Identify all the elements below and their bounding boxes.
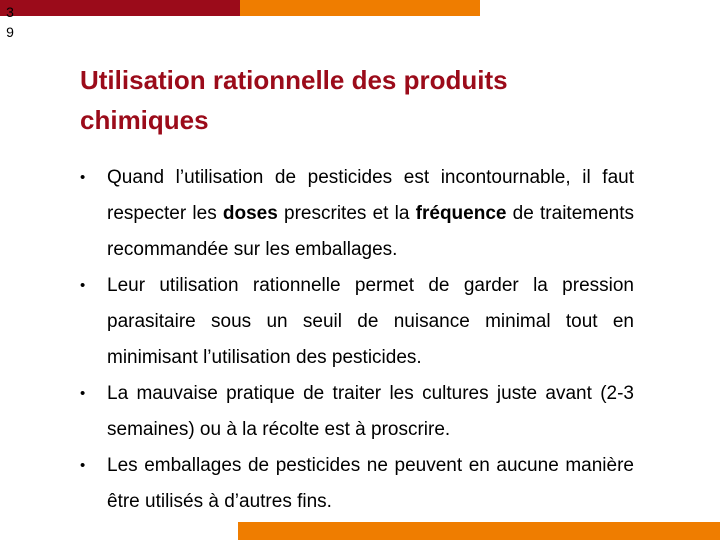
bullet-list (80, 160, 634, 520)
slide-number: 39 (6, 4, 14, 40)
bullet-item (80, 448, 634, 520)
bullet-item (80, 160, 634, 268)
bottom-orange-bar (238, 522, 720, 540)
top-red-bar (0, 0, 240, 16)
bullet-text: Les emballages de pesticides ne peuvent en aucune manière être utilisés à d’autres fins. (107, 455, 634, 512)
bullet-dot-icon: • (80, 169, 86, 186)
bullet-item (80, 376, 634, 448)
emphasis-frequence: fréquence (415, 203, 507, 224)
bullet-text: Leur utilisation rationnelle permet de garder la pression parasitaire sous un seuil de nuisance minimal tout en minimisant l’utilisation des pesticides. (107, 275, 634, 368)
bullet-dot-icon: • (80, 385, 86, 402)
slide-title: Utilisation rationnelle des produits chimiques (80, 65, 508, 135)
bullet-text: Quand l’utilisation de pesticides est incontournable, il faut respecter les doses prescrites et la fréquence de traitements recommandée sur les emballages. (107, 167, 634, 260)
bullet-dot-icon: • (80, 457, 86, 474)
bullet-dot-icon: • (80, 277, 86, 294)
bullet-item (80, 268, 634, 376)
emphasis-doses: doses (222, 203, 278, 224)
top-orange-bar (240, 0, 480, 16)
bullet-text: La mauvaise pratique de traiter les cultures juste avant (2-3 semaines) ou à la récolte est à proscrire. (107, 383, 634, 440)
